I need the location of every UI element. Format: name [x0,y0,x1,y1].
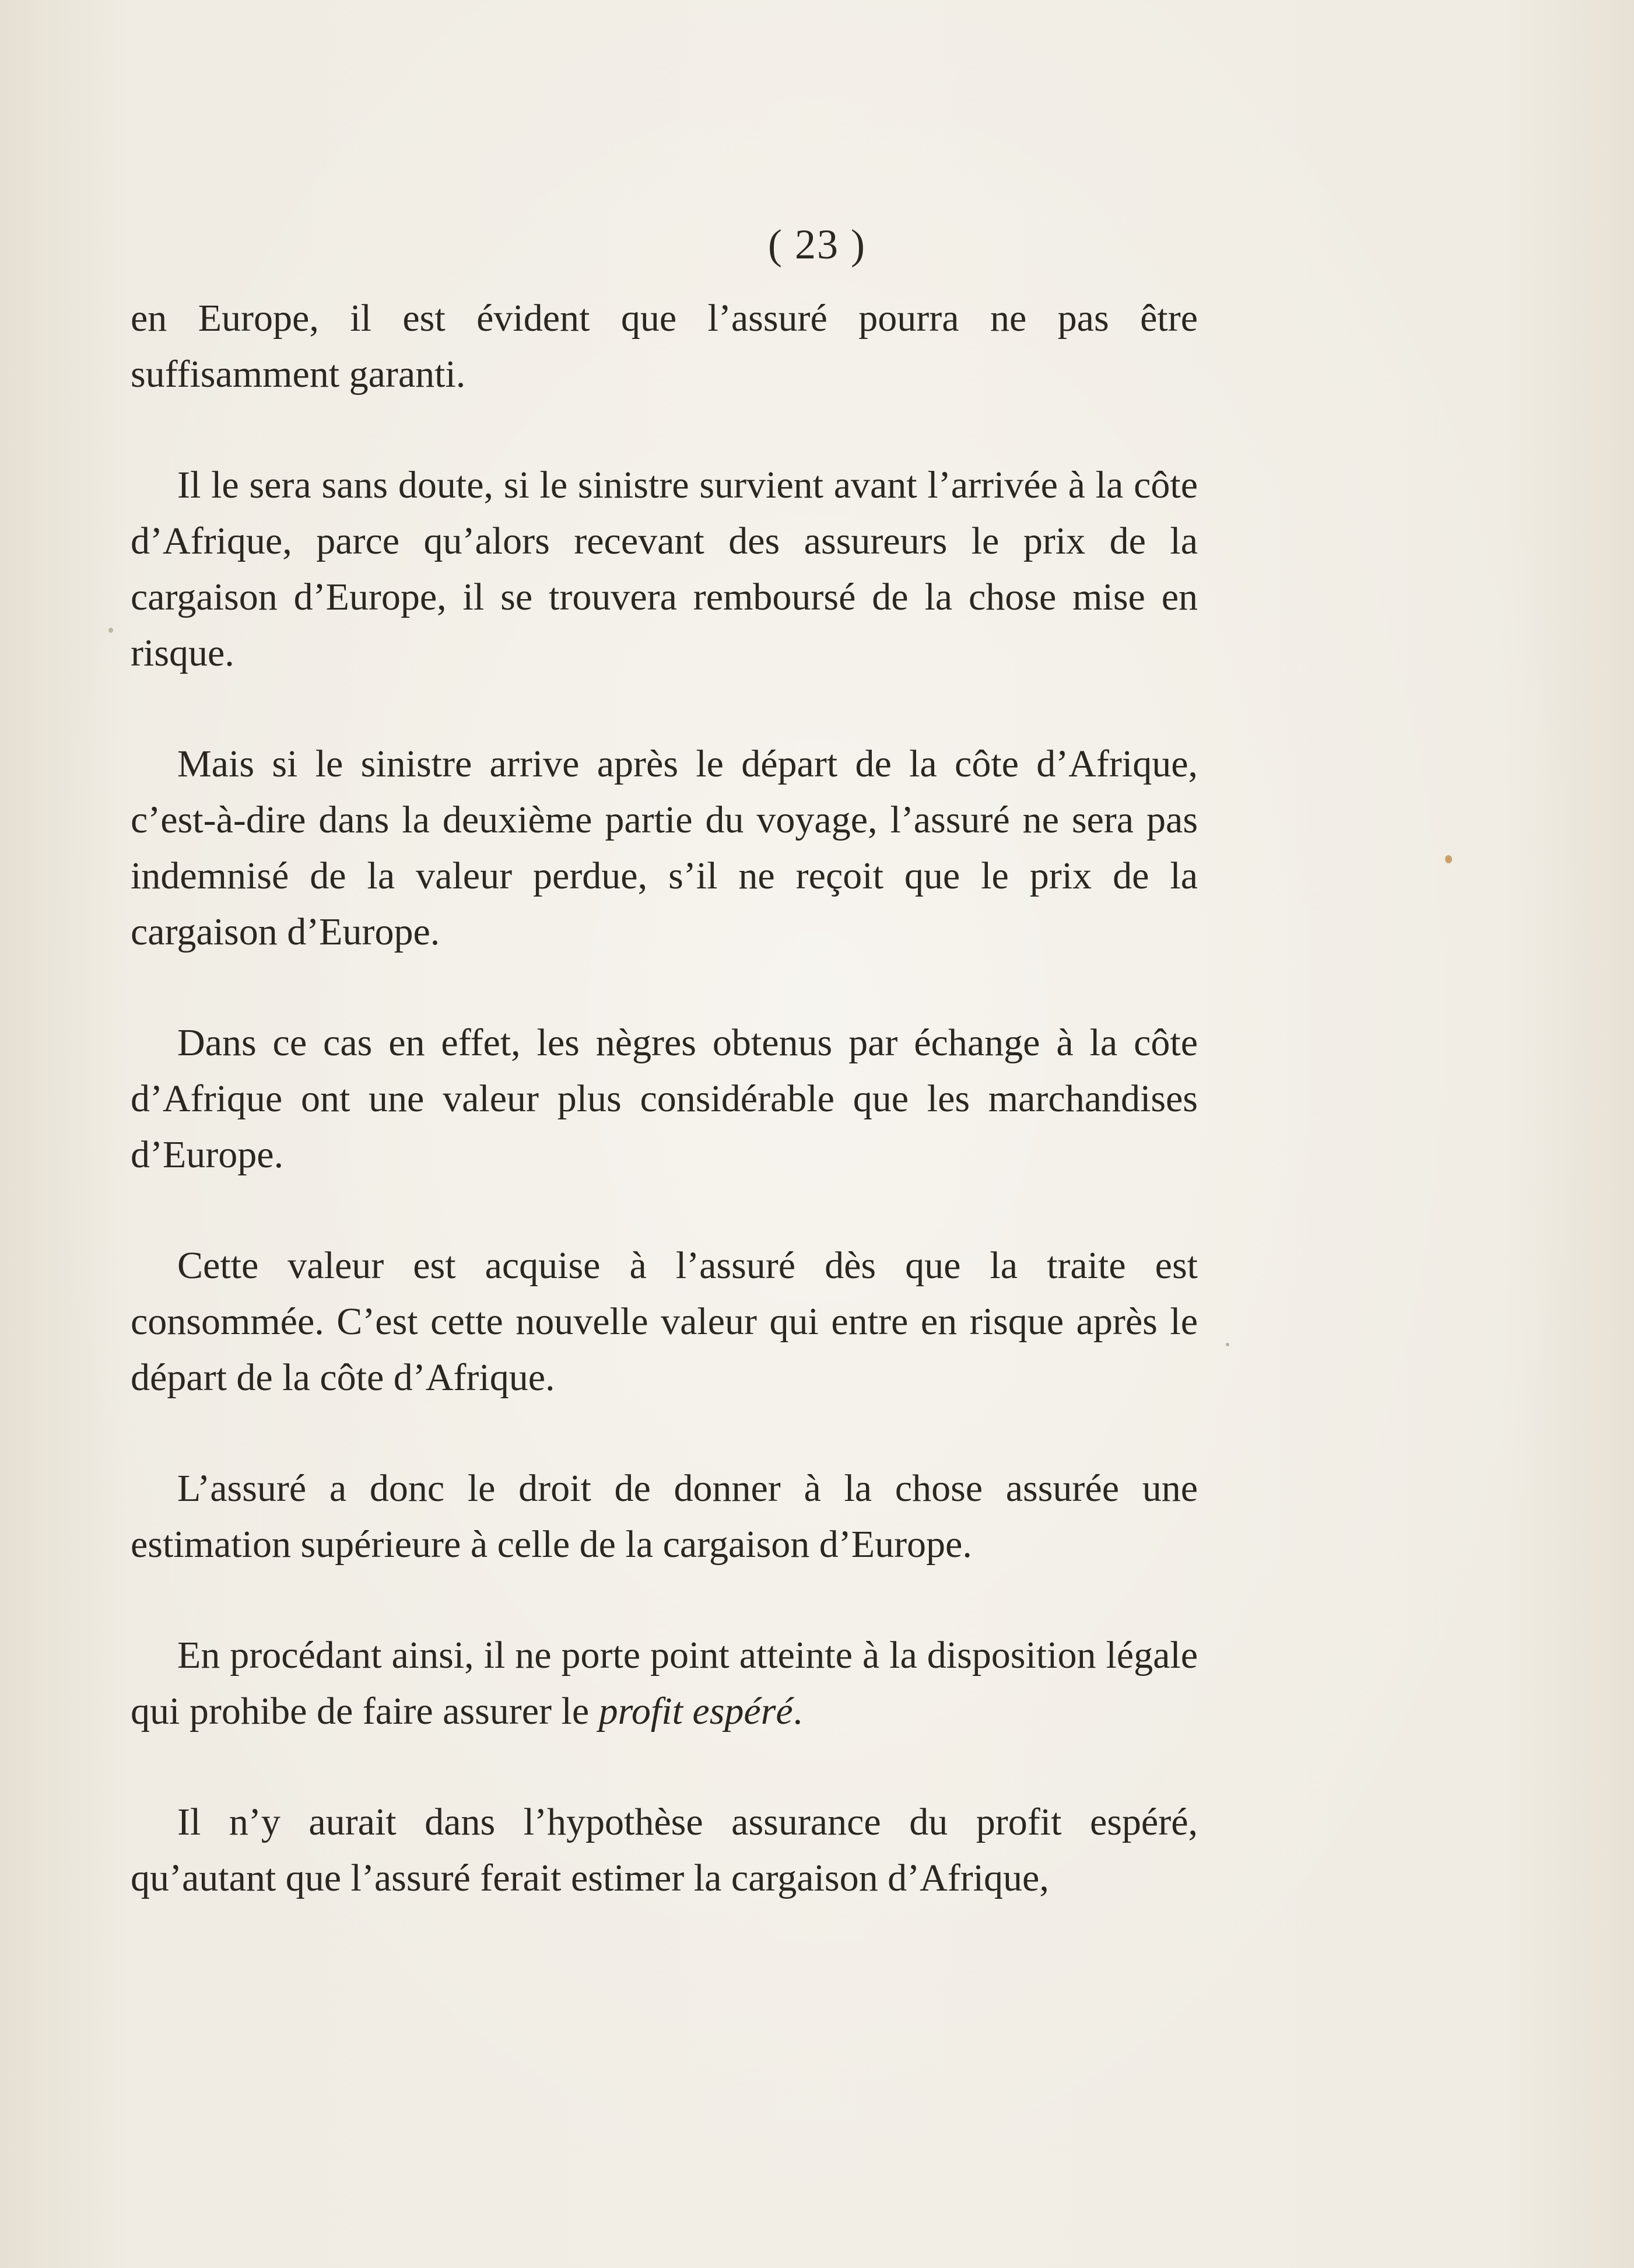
paragraph: Dans ce cas en effet, les nègres obtenus par échange à la côte d’Afrique ont une valeur plus considérable que les marchandises d’Europe. [131,1021,1198,1176]
paragraph: L’assuré a donc le droit de donner à la chose assurée une estimation supérieure à celle de la cargaison d’Europe. [131,1467,1198,1566]
paragraph: Cette valeur est acquise à l’assuré dès que la traite est consommée. C’est cette nouvelle valeur qui entre en risque après le départ de la côte d’Afrique. [131,1244,1198,1399]
paper-speck [108,628,113,633]
paper-speck [1226,1343,1229,1346]
emphasized-phrase: profit espéré [598,1690,793,1732]
paper-speck [1445,855,1452,863]
paragraph-text: En procédant ainsi, il ne porte point atteinte à la disposition légale qui prohibe de faire assurer le [131,1634,1198,1732]
paragraph-continues-next-page: Il n’y aurait dans l’hypothèse assurance du profit espéré, qu’autant que l’assuré ferait estimer la cargaison d’Afrique, [131,1801,1198,1899]
paragraph-with-emphasis [131,1628,1198,1740]
body-text [131,290,1198,1906]
paragraph-continuation: en Europe, il est évident que l’assuré pourra ne pas être suffisamment garanti. [131,297,1198,396]
paragraph: Mais si le sinistre arrive après le départ de la côte d’Afrique, c’est-à-dire dans la deuxième partie du voyage, l’assuré ne sera pas indemnisé de la valeur perdue, s’il ne reçoit que le prix de la cargaison d’Europe. [131,743,1198,953]
paragraph-punctuation: . [793,1690,803,1732]
page-number: ( 23 ) [768,221,866,268]
paragraph: Il le sera sans doute, si le sinistre survient avant l’arrivée à la côte d’Afrique, parce qu’alors recevant des assureurs le prix de la cargaison d’Europe, il se trouvera remboursé de la chose mise en risque. [131,464,1198,674]
